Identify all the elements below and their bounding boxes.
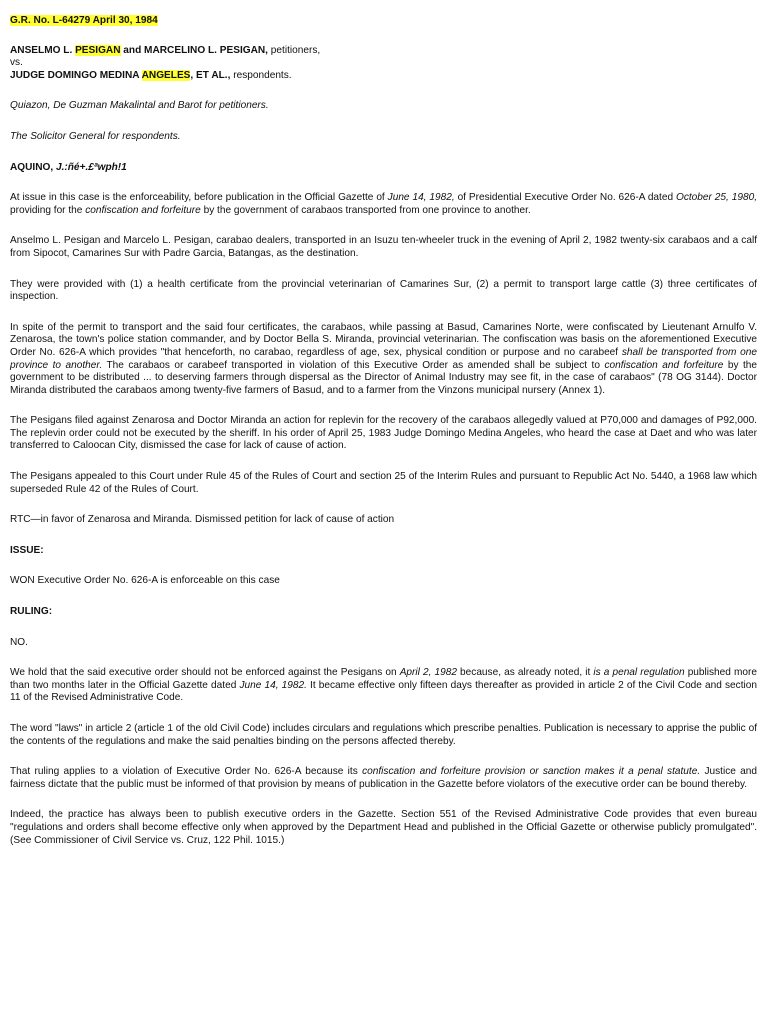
issue-heading bbox=[10, 545, 757, 558]
petitioner-surname-highlight: PESIGAN bbox=[75, 44, 121, 56]
p7-italic-2: is a penal regulation bbox=[593, 667, 685, 679]
paragraph-7 bbox=[10, 667, 757, 705]
paragraph-5: The Pesigans filed against Zenarosa and Doctor Miranda an action for replevin for the recovery of the carabaos allegedly valued at P70,000 and damages of P92,000. The replevin order could not be executed by the sheriff. In his order of April 25, 1983 Judge Domingo Medina Angeles, who heard the case at Daet and who was later transferred to Caloocan City, dismissed the case for lack of cause of action. bbox=[10, 415, 757, 452]
issue-heading-text: ISSUE: bbox=[10, 544, 44, 556]
case-number bbox=[10, 15, 757, 28]
respondent-surname-highlight: ANGELES bbox=[141, 69, 191, 81]
paragraph-3: They were provided with (1) a health certificate from the provincial veterinarian of Camarines Sur, (2) a permit to transport large cattle (3) three certificates of inspection. bbox=[10, 278, 757, 303]
p7-text-4: It became effective only fifteen days thereafter as provided in article 2 of the Civil Code and section 11 of the Revised Administrative Code. bbox=[10, 679, 757, 704]
respondent-name-a: JUDGE DOMINGO MEDINA bbox=[10, 69, 142, 81]
p9-text-1: That ruling applies to a violation of Executive Order No. 626-A because its bbox=[10, 766, 363, 778]
p4-text-3: by the government to be distributed ... to deserving farmers through dispersal as the Director of Animal Industry may see fit, in the case of carabaos" (78 OG 3144). Doctor Miranda distributed the carabaos among twenty-five farmers of Basud, and to a farmer from the Vinzons municipal nursery (Annex 1). bbox=[10, 359, 757, 396]
paragraph-4 bbox=[10, 322, 757, 398]
rtc-line: RTC—in favor of Zenarosa and Miranda. Dismissed petition for lack of cause of action bbox=[10, 514, 395, 526]
p1-text-4: by the government of carabaos transported from one province to another. bbox=[200, 204, 531, 216]
p9-italic-1: confiscation and forfeiture provision or sanction makes it a penal statute. bbox=[362, 766, 701, 778]
p1-text-2: of Presidential Executive Order No. 626-A dated bbox=[454, 192, 676, 204]
p1-italic-1: June 14, 1982, bbox=[387, 192, 455, 204]
counsel-petitioners-text: Quiazon, De Guzman Makalintal and Barot for petitioners. bbox=[10, 100, 269, 112]
ponente-line bbox=[10, 162, 757, 175]
petitioners-role: petitioners, bbox=[268, 44, 321, 56]
counsel-respondents bbox=[10, 131, 757, 144]
p9-text-2: Justice and fairness dictate that the public must be informed of that provision by means of publication in the Gazette before violators of the executive order can be bound thereby. bbox=[10, 766, 757, 790]
paragraph-1 bbox=[10, 192, 757, 217]
p1-italic-2: October 25, 1980, bbox=[675, 192, 757, 204]
p4-italic-2: confiscation and forfeiture bbox=[604, 359, 724, 371]
p1-text-1: At issue in this case is the enforceability, before publication in the Official Gazette of bbox=[10, 192, 388, 204]
paragraph-8: The word "laws" in article 2 (article 1 of the old Civil Code) includes circulars and regulations which prescribe penalties. Publication is necessary to apprise the public of the contents of the regulations and make the said penalties binding on the persons affected thereby. bbox=[10, 723, 757, 747]
p4-italic-1: shall be transported from one province to another. bbox=[10, 346, 757, 371]
ruling-answer: NO. bbox=[10, 636, 28, 648]
p1-text-3: providing for the bbox=[10, 204, 86, 216]
paragraph-6: The Pesigans appealed to this Court under Rule 45 of the Rules of Court and section 25 of the Interim Rules and pursuant to Republic Act No. 5440, a 1968 law which superseded Rule 42 of the Rules of Court. bbox=[10, 471, 757, 495]
paragraph-2: Anselmo L. Pesigan and Marcelo L. Pesigan, carabao dealers, transported in an Isuzu ten-wheeler truck in the evening of April 2, 1982 twenty-six carabaos and a calf from Sipocot, Camarines Sur with Padre Garcia, Batangas, as the destination. bbox=[10, 235, 757, 259]
p7-italic-3: June 14, 1982. bbox=[239, 679, 307, 691]
p7-text-3: published more than two months later in the Official Gazette dated bbox=[10, 667, 757, 691]
counsel-respondents-text: The Solicitor General for respondents. bbox=[10, 130, 181, 142]
p4-text-1: In spite of the permit to transport and the said four certificates, the carabaos, while passing at Basud, Camarines Norte, were confiscated by Lieutenant Arnulfo V. Zenarosa, the town's police station commander, and by Doctor Bella S. Miranda, provincial veterinarian. The confiscation was basis on the aforementioned Executive Order No. 626-A which provides "that henceforth, no carabao, regardless of age, sex, physical condition or purpose and no carabeef bbox=[10, 321, 757, 358]
paragraph-10: Indeed, the practice has always been to publish executive orders in the Gazette. Section 551 of the Revised Administrative Code provides that even bureau "regulations and orders shall become effective only when approved by the Department Head and published in the Official Gazette or otherwise publicly promulgated". (See Commissioner of Civil Service vs. Cruz, 122 Phil. 1015.) bbox=[10, 809, 757, 846]
ruling-heading bbox=[10, 606, 757, 619]
p7-text-2: because, as already noted, it bbox=[456, 667, 594, 679]
document-body bbox=[10, 15, 757, 847]
p1-italic-3: confiscation and forfeiture bbox=[85, 204, 201, 216]
respondent-name-b: , ET AL., bbox=[190, 69, 231, 81]
p7-text-1: We hold that the said executive order should not be enforced against the Pesigans on bbox=[10, 667, 400, 679]
issue-text: WON Executive Order No. 626-A is enforceable on this case bbox=[10, 575, 280, 587]
ponente-suffix: J.:ñé+.£ªwph!1 bbox=[55, 161, 127, 173]
case-number-text: G.R. No. L-64279 April 30, 1984 bbox=[10, 15, 158, 26]
petitioner-name-a: ANSELMO L. bbox=[10, 44, 76, 56]
petitioner-name-b: and MARCELINO L. PESIGAN, bbox=[120, 44, 268, 56]
p4-text-2: The carabaos or carabeef transported in violation of this Executive Order as amended shall be subject to bbox=[102, 359, 605, 371]
ponente-name: AQUINO, bbox=[10, 161, 56, 173]
p7-italic-1: April 2, 1982 bbox=[399, 667, 457, 679]
counsel-petitioners bbox=[10, 100, 757, 113]
parties-versus: vs. bbox=[10, 57, 23, 69]
parties-respondents bbox=[10, 70, 757, 83]
parties-petitioners bbox=[10, 45, 757, 58]
respondents-role: respondents. bbox=[230, 69, 292, 81]
paragraph-9 bbox=[10, 766, 757, 791]
ruling-heading-text: RULING: bbox=[10, 606, 53, 618]
